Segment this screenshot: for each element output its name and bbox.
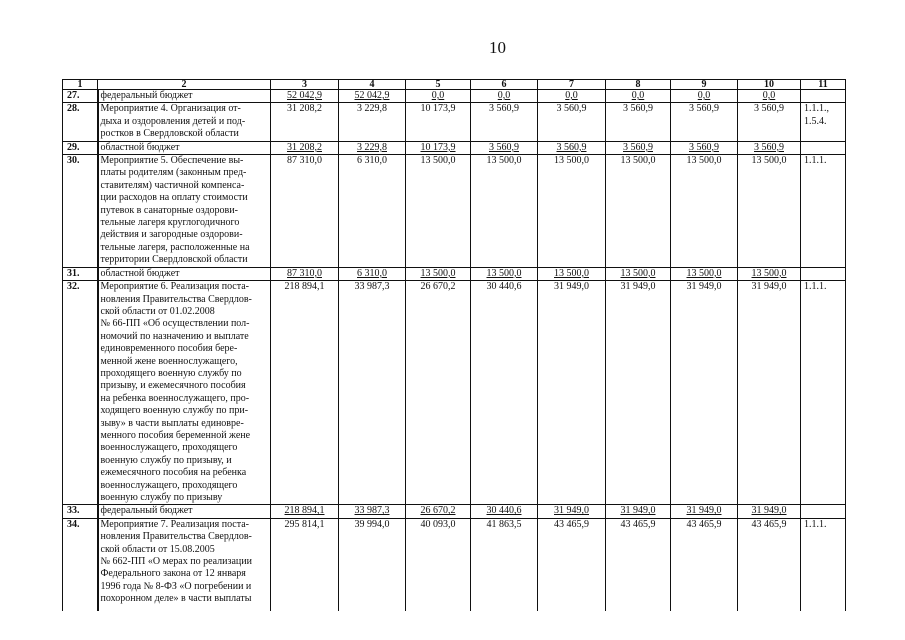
- row-number: 34.: [63, 518, 98, 611]
- amount-cell: 13 500,0: [671, 155, 738, 268]
- amount-cell: 13 500,0: [738, 155, 801, 268]
- amount-cell: 3 560,9: [671, 141, 738, 154]
- row-number: 27.: [63, 90, 98, 103]
- amount-cell: 3 560,9: [606, 141, 671, 154]
- table-row: [63, 155, 846, 268]
- amount-cell: 3 560,9: [606, 103, 671, 141]
- amount-cell: 10 173,9: [406, 141, 471, 154]
- column-number-row: [63, 80, 846, 90]
- amount-cell: 0,0: [738, 90, 801, 103]
- amount-cell: 43 465,9: [738, 518, 801, 611]
- column-number: 4: [339, 80, 406, 90]
- amount-cell: 87 310,0: [271, 267, 339, 280]
- column-number: 11: [801, 80, 846, 90]
- target-reference: [801, 141, 846, 154]
- amount-cell: 41 863,5: [471, 518, 538, 611]
- row-description: Мероприятие 6. Реализация поста- новления Правительства Свердлов- ской области от 01.02.2008 № 66-ПП «Об осуществлении пол- номочий по назначению и выплате единовременного пособия бере- менной жене военнослужащего, проходящего военную службу по призыву, и ежемесячного пособия на ребенка военнослужащего, про- ходящего военную службу по при- зыву» в части выплаты единовре- менного пособия беременной жене военнослужащего, проходящего военную службу по призыву, и ежемесячного пособия на ребенка военнослужащего, проходящего военную службу по призыву: [98, 281, 271, 505]
- amount-cell: 3 560,9: [538, 141, 606, 154]
- row-number: 33.: [63, 505, 98, 518]
- amount-cell: 13 500,0: [606, 267, 671, 280]
- row-description: областной бюджет: [98, 141, 271, 154]
- amount-cell: 3 560,9: [738, 103, 801, 141]
- amount-cell: 13 500,0: [471, 155, 538, 268]
- amount-cell: 26 670,2: [406, 505, 471, 518]
- row-number: 32.: [63, 281, 98, 505]
- amount-cell: 6 310,0: [339, 155, 406, 268]
- column-number: 5: [406, 80, 471, 90]
- table-row: [63, 141, 846, 154]
- amount-cell: 0,0: [406, 90, 471, 103]
- row-number: 29.: [63, 141, 98, 154]
- row-description: Мероприятие 4. Организация от- дыха и оздоровления детей и под- ростков в Свердловской области: [98, 103, 271, 141]
- amount-cell: 218 894,1: [271, 505, 339, 518]
- column-number: 6: [471, 80, 538, 90]
- amount-cell: 39 994,0: [339, 518, 406, 611]
- row-description: областной бюджет: [98, 267, 271, 280]
- target-reference: [801, 505, 846, 518]
- amount-cell: 3 560,9: [671, 103, 738, 141]
- amount-cell: 31 208,2: [271, 103, 339, 141]
- amount-cell: 13 500,0: [538, 155, 606, 268]
- amount-cell: 3 560,9: [538, 103, 606, 141]
- row-description: Мероприятие 5. Обеспечение вы- платы родителям (законным пред- ставителям) частичной компенса- ции расходов на оплату стоимости путевок в санаторные оздорови- тельные лагеря круглогодичного действия и загородные оздорови- тельные лагеря, расположенные на территории Свердловской области: [98, 155, 271, 268]
- row-number: 30.: [63, 155, 98, 268]
- amount-cell: 40 093,0: [406, 518, 471, 611]
- amount-cell: 13 500,0: [538, 267, 606, 280]
- table-row: [63, 518, 846, 611]
- row-description: федеральный бюджет: [98, 505, 271, 518]
- amount-cell: 3 560,9: [471, 141, 538, 154]
- amount-cell: 31 949,0: [606, 505, 671, 518]
- target-reference: 1.1.1.: [801, 281, 846, 505]
- budget-table: [62, 79, 846, 611]
- amount-cell: 33 987,3: [339, 505, 406, 518]
- column-number: 1: [63, 80, 98, 90]
- row-number: 31.: [63, 267, 98, 280]
- amount-cell: 13 500,0: [406, 267, 471, 280]
- amount-cell: 31 949,0: [671, 281, 738, 505]
- column-number: 7: [538, 80, 606, 90]
- amount-cell: 31 949,0: [538, 281, 606, 505]
- amount-cell: 52 042,9: [271, 90, 339, 103]
- amount-cell: 26 670,2: [406, 281, 471, 505]
- amount-cell: 0,0: [606, 90, 671, 103]
- table-row: [63, 103, 846, 141]
- amount-cell: 13 500,0: [671, 267, 738, 280]
- column-number: 10: [738, 80, 801, 90]
- amount-cell: 218 894,1: [271, 281, 339, 505]
- amount-cell: 31 949,0: [738, 281, 801, 505]
- amount-cell: 0,0: [538, 90, 606, 103]
- target-reference: [801, 90, 846, 103]
- table-row: [63, 90, 846, 103]
- amount-cell: 30 440,6: [471, 505, 538, 518]
- column-number: 9: [671, 80, 738, 90]
- amount-cell: 31 208,2: [271, 141, 339, 154]
- target-reference: 1.1.1.: [801, 518, 846, 611]
- amount-cell: 13 500,0: [471, 267, 538, 280]
- amount-cell: 0,0: [671, 90, 738, 103]
- row-description: Мероприятие 7. Реализация поста- новления Правительства Свердлов- ской области от 15.08.2005 № 662-ПП «О мерах по реализации Федерального закона от 12 января 1996 года № 8-ФЗ «О погребении и похоронном деле» в части выплаты: [98, 518, 271, 611]
- target-reference: 1.1.1.: [801, 155, 846, 268]
- amount-cell: 6 310,0: [339, 267, 406, 280]
- amount-cell: 87 310,0: [271, 155, 339, 268]
- amount-cell: 13 500,0: [738, 267, 801, 280]
- table-row: [63, 267, 846, 280]
- amount-cell: 3 229,8: [339, 141, 406, 154]
- column-number: 8: [606, 80, 671, 90]
- target-reference: [801, 267, 846, 280]
- amount-cell: 3 229,8: [339, 103, 406, 141]
- amount-cell: 30 440,6: [471, 281, 538, 505]
- amount-cell: 0,0: [471, 90, 538, 103]
- amount-cell: 295 814,1: [271, 518, 339, 611]
- row-description: федеральный бюджет: [98, 90, 271, 103]
- amount-cell: 43 465,9: [671, 518, 738, 611]
- amount-cell: 31 949,0: [738, 505, 801, 518]
- table-row: [63, 281, 846, 505]
- amount-cell: 43 465,9: [606, 518, 671, 611]
- amount-cell: 13 500,0: [606, 155, 671, 268]
- amount-cell: 31 949,0: [606, 281, 671, 505]
- row-number: 28.: [63, 103, 98, 141]
- amount-cell: 43 465,9: [538, 518, 606, 611]
- amount-cell: 31 949,0: [538, 505, 606, 518]
- table-row: [63, 505, 846, 518]
- amount-cell: 31 949,0: [671, 505, 738, 518]
- amount-cell: 3 560,9: [471, 103, 538, 141]
- amount-cell: 33 987,3: [339, 281, 406, 505]
- amount-cell: 52 042,9: [339, 90, 406, 103]
- amount-cell: 13 500,0: [406, 155, 471, 268]
- column-number: 3: [271, 80, 339, 90]
- amount-cell: 10 173,9: [406, 103, 471, 141]
- amount-cell: 3 560,9: [738, 141, 801, 154]
- column-number: 2: [98, 80, 271, 90]
- page-number: 10: [489, 38, 506, 57]
- target-reference: 1.1.1., 1.5.4.: [801, 103, 846, 141]
